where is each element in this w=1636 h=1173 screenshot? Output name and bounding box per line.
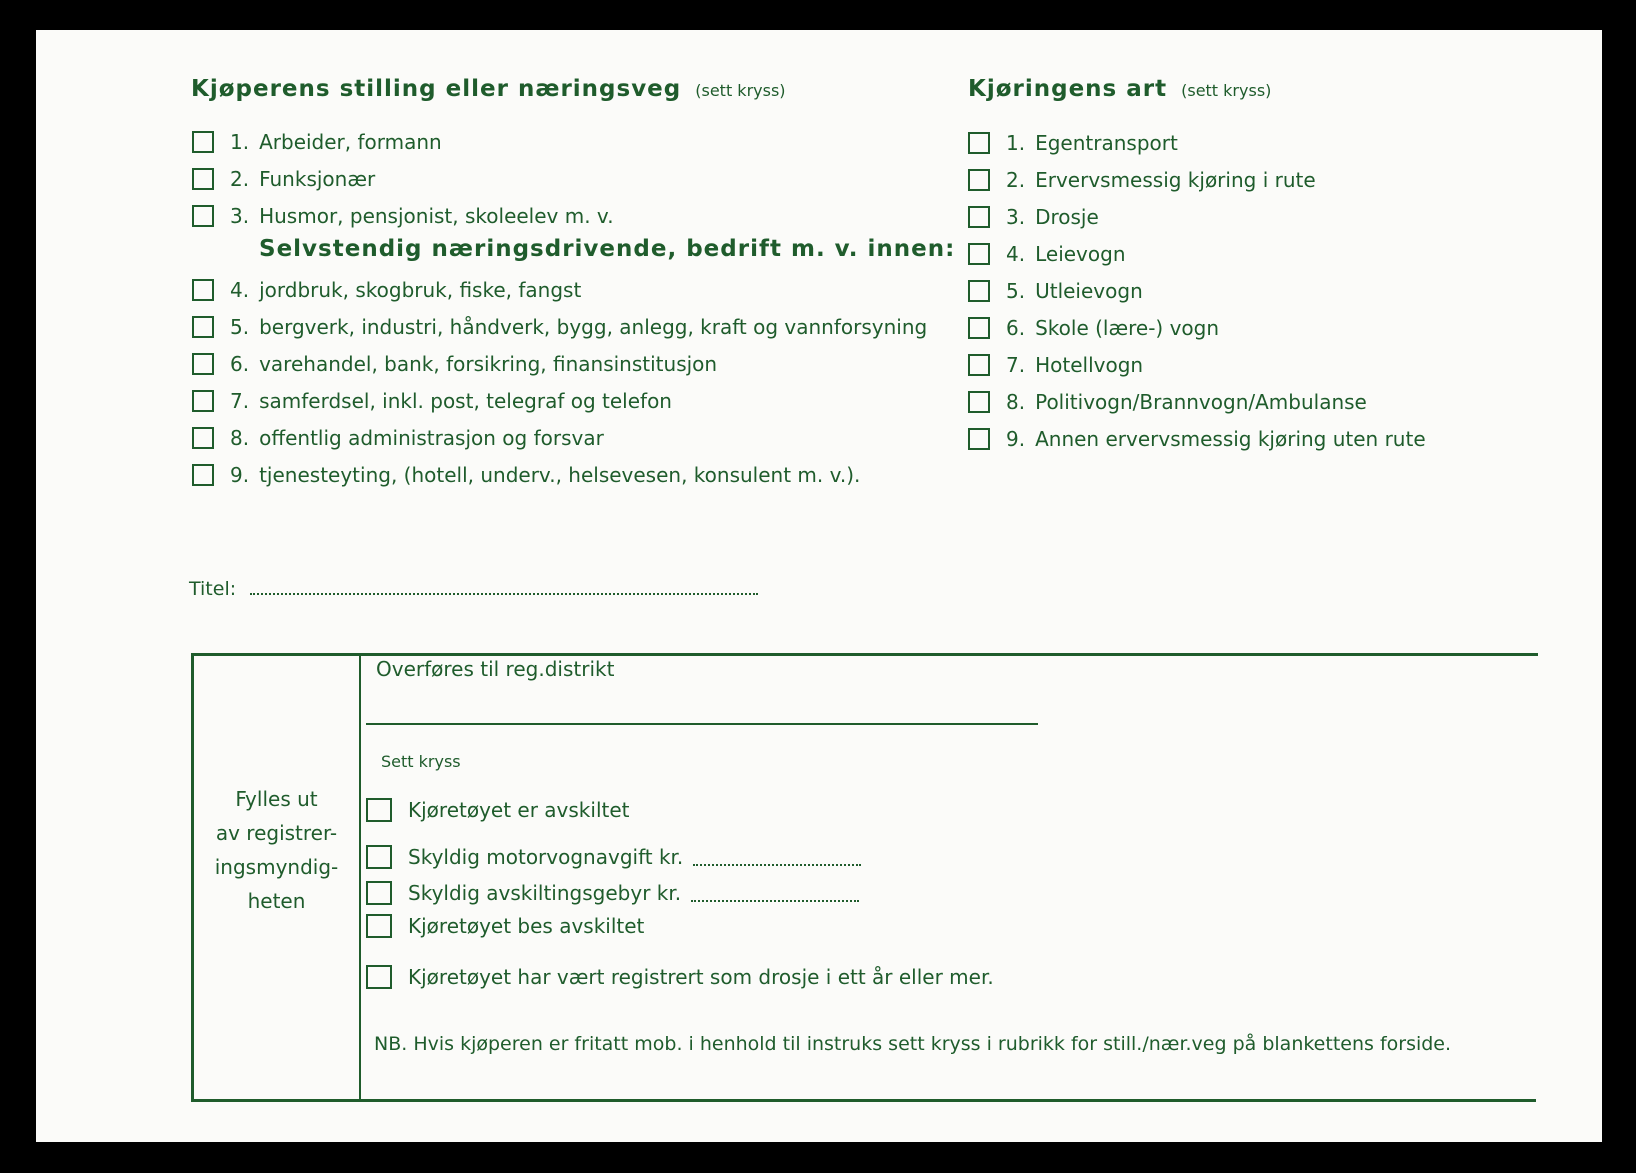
check-label: Kjøretøyet er avskiltet [408, 798, 630, 822]
checkbox[interactable] [968, 243, 990, 265]
checkbox[interactable] [192, 390, 214, 412]
option-number: 8. [230, 426, 250, 450]
buyer-option-2[interactable] [192, 167, 375, 191]
checkbox[interactable] [192, 205, 214, 227]
titel-label: Titel: [189, 578, 237, 600]
amount-dotted-line[interactable] [691, 900, 859, 902]
option-number: 9. [1006, 427, 1026, 451]
check-avskiltingsgebyr[interactable] [366, 881, 859, 905]
option-number: 4. [1006, 242, 1026, 266]
option-number: 1. [230, 130, 250, 154]
checkbox[interactable] [192, 316, 214, 338]
buyer-option-3[interactable] [192, 204, 614, 228]
buyer-option-9[interactable] [192, 463, 860, 487]
transfer-label: Overføres til reg.distrikt [376, 657, 615, 681]
checkbox[interactable] [366, 881, 392, 905]
checkbox[interactable] [968, 206, 990, 228]
option-label: Leievogn [1035, 242, 1126, 266]
buyer-title-hint: (sett kryss) [695, 81, 786, 100]
driving-option-2[interactable] [968, 168, 1316, 192]
driving-option-1[interactable] [968, 131, 1178, 155]
buyer-option-1[interactable] [192, 130, 442, 154]
checkbox[interactable] [366, 914, 392, 938]
check-avskiltet[interactable] [366, 798, 630, 822]
note-line: ingsmyndig- [214, 855, 339, 879]
checkbox[interactable] [192, 168, 214, 190]
option-label: Hotellvogn [1035, 353, 1144, 377]
option-label: Funksjonær [259, 167, 376, 191]
driving-section-title [968, 76, 1271, 102]
checkbox[interactable] [192, 279, 214, 301]
option-label: tjenesteyting, (hotell, underv., helsevesen, konsulent m. v.). [259, 463, 861, 487]
option-number: 7. [1006, 353, 1026, 377]
box-top-border [191, 653, 1538, 656]
option-number: 3. [230, 204, 250, 228]
option-label: offentlig administrasjon og forsvar [259, 426, 604, 450]
checkbox[interactable] [192, 464, 214, 486]
option-number: 8. [1006, 390, 1026, 414]
checkbox[interactable] [968, 391, 990, 413]
checkbox[interactable] [968, 317, 990, 339]
option-number: 2. [230, 167, 250, 191]
check-label: Kjøretøyet bes avskiltet [408, 914, 645, 938]
driving-title-text: Kjøringens art [968, 76, 1168, 102]
option-label: Annen ervervsmessig kjøring uten rute [1035, 427, 1426, 451]
checkbox[interactable] [968, 280, 990, 302]
checkbox[interactable] [192, 131, 214, 153]
check-motorvognavgift[interactable] [366, 845, 861, 869]
nb-note: NB. Hvis kjøperen er fritatt mob. i henhold til instruks sett kryss i rubrikk for still./nær.veg på blankettens forside. [374, 1033, 1452, 1055]
option-label: jordbruk, skogbruk, fiske, fangst [259, 278, 582, 302]
option-label: samferdsel, inkl. post, telegraf og telefon [259, 389, 672, 413]
driving-title-hint: (sett kryss) [1181, 81, 1272, 100]
checkbox[interactable] [366, 798, 392, 822]
option-number: 3. [1006, 205, 1026, 229]
registry-authority-note [194, 782, 359, 918]
driving-option-8[interactable] [968, 390, 1367, 414]
option-label: Ervervsmessig kjøring i rute [1035, 168, 1316, 192]
driving-option-5[interactable] [968, 279, 1143, 303]
option-number: 9. [230, 463, 250, 487]
transfer-underline [366, 723, 1038, 725]
checkbox[interactable] [968, 132, 990, 154]
check-label: Skyldig motorvognavgift kr. [408, 845, 684, 869]
option-label: Utleievogn [1035, 279, 1143, 303]
option-label: Egentransport [1035, 131, 1178, 155]
buyer-option-8[interactable] [192, 426, 604, 450]
check-drosje-ett-ar[interactable] [366, 965, 994, 989]
option-number: 7. [230, 389, 250, 413]
buyer-option-5[interactable] [192, 315, 927, 339]
option-label: bergverk, industri, håndverk, bygg, anlegg, kraft og vannforsyning [259, 315, 928, 339]
driving-option-6[interactable] [968, 316, 1219, 340]
buyer-section-title [191, 76, 786, 102]
checkbox[interactable] [366, 965, 392, 989]
checkbox[interactable] [968, 169, 990, 191]
option-label: Skole (lære-) vogn [1035, 316, 1220, 340]
option-label: Husmor, pensjonist, skoleelev m. v. [259, 204, 614, 228]
note-line: Fylles ut [235, 787, 318, 811]
note-line: av registrer- [215, 821, 338, 845]
driving-option-9[interactable] [968, 427, 1426, 451]
buyer-option-4[interactable] [192, 278, 581, 302]
form-paper [36, 30, 1602, 1142]
driving-option-4[interactable] [968, 242, 1126, 266]
box-column-divider [359, 653, 361, 1101]
check-label: Skyldig avskiltingsgebyr kr. [408, 881, 682, 905]
option-number: 6. [230, 352, 250, 376]
option-number: 5. [1006, 279, 1026, 303]
checkbox[interactable] [968, 428, 990, 450]
amount-dotted-line[interactable] [693, 864, 861, 866]
checkbox[interactable] [192, 427, 214, 449]
titel-dotted-line[interactable] [250, 593, 758, 595]
option-number: 5. [230, 315, 250, 339]
driving-option-3[interactable] [968, 205, 1099, 229]
check-bes-avskiltet[interactable] [366, 914, 644, 938]
checkbox[interactable] [192, 353, 214, 375]
option-number: 4. [230, 278, 250, 302]
option-label: Politivogn/Brannvogn/Ambulanse [1035, 390, 1367, 414]
sett-kryss-label: Sett kryss [381, 752, 461, 771]
business-subheading: Selvstendig næringsdrivende, bedrift m. v. innen: [259, 236, 956, 262]
titel-field[interactable] [189, 578, 758, 600]
option-label: varehandel, bank, forsikring, finansinstitusjon [259, 352, 718, 376]
box-bottom-border [191, 1099, 1536, 1102]
option-number: 2. [1006, 168, 1026, 192]
buyer-option-6[interactable] [192, 352, 717, 376]
driving-option-7[interactable] [968, 353, 1143, 377]
option-label: Drosje [1035, 205, 1099, 229]
option-number: 1. [1006, 131, 1026, 155]
buyer-title-text: Kjøperens stilling eller næringsveg [191, 76, 682, 102]
option-label: Arbeider, formann [259, 130, 442, 154]
option-number: 6. [1006, 316, 1026, 340]
note-line: heten [247, 889, 306, 913]
check-label: Kjøretøyet har vært registrert som drosje i ett år eller mer. [408, 965, 994, 989]
buyer-option-7[interactable] [192, 389, 672, 413]
checkbox[interactable] [366, 845, 392, 869]
checkbox[interactable] [968, 354, 990, 376]
